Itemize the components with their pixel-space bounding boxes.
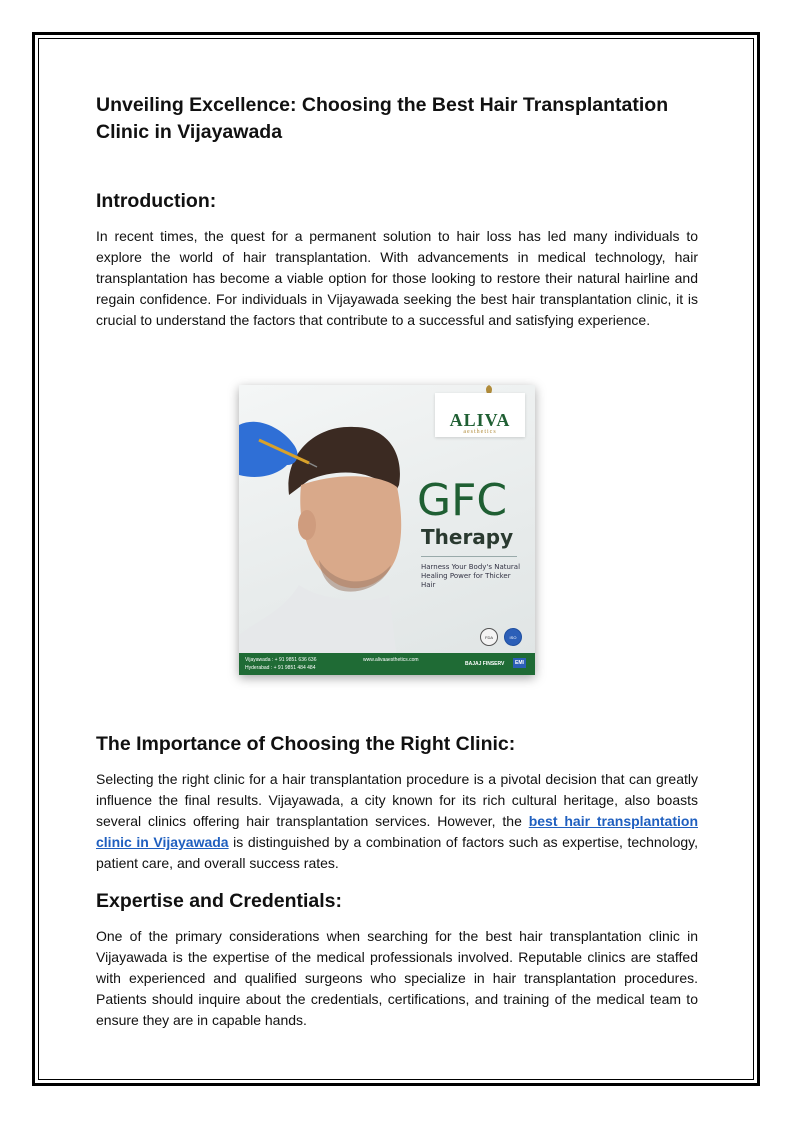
ad-brand-sub: aesthetics [463, 429, 497, 435]
section-expertise-paragraph: One of the primary considerations when searching for the best hair transplantation clinic in Vijayawada is the expertise of the medical professionals involved. Reputable clinics are staffed with experienced and qualified surgeons who specialize in hair transplantation procedures. Patients should inquire about the credentials, certifications, and training of the medical team to ensure they are in capable hands. [96, 928, 698, 1028]
ad-partner: BAJAJ FINSERV [465, 661, 505, 667]
ad-website: www.alivaaesthetics.com [363, 657, 419, 663]
document-title: Unveiling Excellence: Choosing the Best Hair Transplantation Clinic in Vijayawada [96, 94, 669, 143]
section-importance-paragraph [96, 769, 698, 874]
ad-headline: GFC [417, 475, 508, 526]
ad-emi-badge: EMI [515, 660, 524, 666]
gfc-therapy-ad-image [239, 385, 535, 675]
ad-contact-1: Vijayawada : + 91 9851 636 636 [245, 657, 317, 663]
section-importance-text-b: is distinguished by a combination of factors such as expertise, technology, patient care, and overall success rates. [96, 834, 699, 871]
aliva-logo [435, 393, 525, 437]
section-expertise-heading: Expertise and Credentials: [96, 890, 342, 912]
ad-brand: ALIVA [449, 410, 511, 430]
ad-footer [239, 653, 535, 675]
fda-badge-icon: FDA [480, 628, 498, 646]
iso-badge-icon: ISO [504, 628, 522, 646]
section-importance-heading: The Importance of Choosing the Right Clinic: [96, 733, 516, 755]
intro-paragraph: In recent times, the quest for a permanent solution to hair loss has led many individuals to explore the world of hair transplantation. With advancements in medical technology, hair transplantation has become a viable option for those looking to restore their natural hairline and regain confidence. For individuals in Vijayawada seeking the best hair transplantation clinic, it is crucial to understand the factors that contribute to a successful and satisfying experience. [96, 228, 698, 328]
intro-heading: Introduction: [96, 190, 217, 212]
document-body-lower [96, 731, 698, 1031]
section-importance-text-a: Selecting the right clinic for a hair transplantation procedure is a pivotal decision that can greatly influence the final results. Vijayawada, a city known for its rich cultural heritage, also boasts several clinics offering hair transplantation services. However, the [96, 771, 698, 829]
ad-contact-2: Hyderabad : + 91 9851 484 484 [245, 665, 316, 671]
best-clinic-link[interactable]: best hair transplantation clinic in Vijayawada [96, 813, 698, 850]
document-body [96, 92, 698, 331]
ad-subheadline: Therapy [421, 525, 514, 549]
ad-tagline: Harness Your Body's Natural Healing Power for Thicker Hair [421, 563, 521, 589]
ad-divider [421, 556, 517, 557]
